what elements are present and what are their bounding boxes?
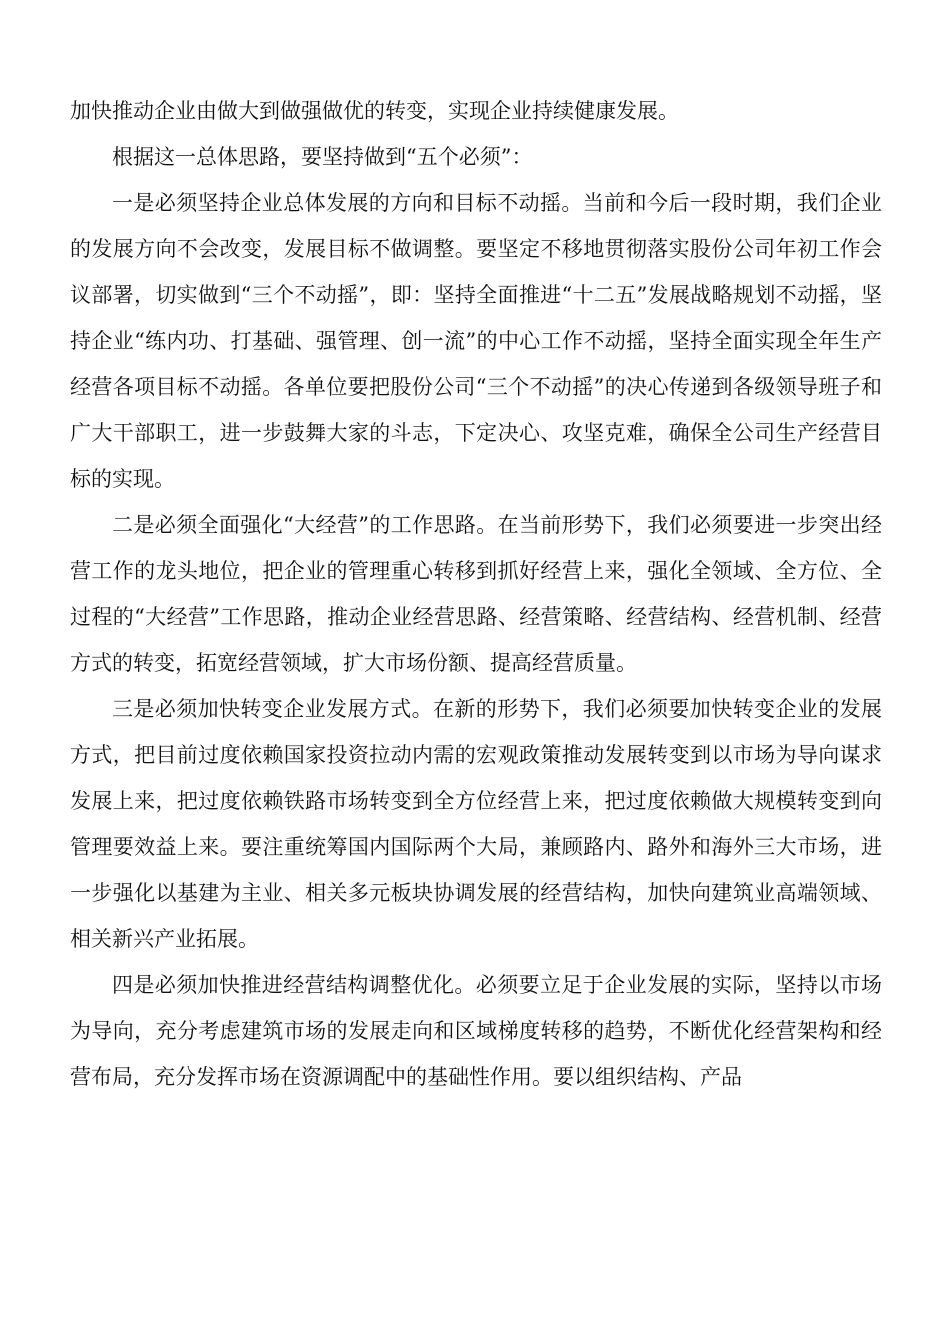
paragraph-6: 四是必须加快推进经营结构调整优化。必须要立足于企业发展的实际，坚持以市场为导向，充分考虑建筑市场的发展走向和区域梯度转移的趋势，不断优化经营架构和经营布局，充分发挥市场在资源调配中的基础性作用。要以组织结构、产品 (70, 973, 882, 1089)
paragraph-2: 根据这一总体思路，要坚持做到“五个必须”： (112, 145, 533, 169)
paragraph-4: 二是必须全面强化“大经营”的工作思路。在当前形势下，我们必须要进一步突出经营工作的龙头地位，把企业的管理重心转移到抓好经营上来，强化全领域、全方位、全过程的“大经营”工作思路，推动企业经营思路、经营策略、经营结构、经营机制、经营方式的转变，拓宽经营领域，扩大市场份额、提高经营质量。 (70, 513, 882, 675)
document-body (70, 88, 882, 1100)
paragraph-1: 加快推动企业由做大到做强做优的转变，实现企业持续健康发展。 (70, 99, 679, 123)
paragraph-3: 一是必须坚持企业总体发展的方向和目标不动摇。当前和今后一段时期，我们企业的发展方向不会改变，发展目标不做调整。要坚定不移地贯彻落实股份公司年初工作会议部署，切实做到“三个不动摇”，即：坚持全面推进“十二五”发展战略规划不动摇，坚持企业“练内功、打基础、强管理、创一流”的中心工作不动摇，坚持全面实现全年生产经营各项目标不动摇。各单位要把股份公司“三个不动摇”的决心传递到各级领导班子和广大干部职工，进一步鼓舞大家的斗志，下定决心、攻坚克难，确保全公司生产经营目标的实现。 (70, 191, 882, 491)
paragraph-5: 三是必须加快转变企业发展方式。在新的形势下，我们必须要加快转变企业的发展方式，把目前过度依赖国家投资拉动内需的宏观政策推动发展转变到以市场为导向谋求发展上来，把过度依赖铁路市场转变到全方位经营上来，把过度依赖做大规模转变到向管理要效益上来。要注重统筹国内国际两个大局，兼顾路内、路外和海外三大市场，进一步强化以基建为主业、相关多元板块协调发展的经营结构，加快向建筑业高端领域、相关新兴产业拓展。 (70, 697, 882, 951)
